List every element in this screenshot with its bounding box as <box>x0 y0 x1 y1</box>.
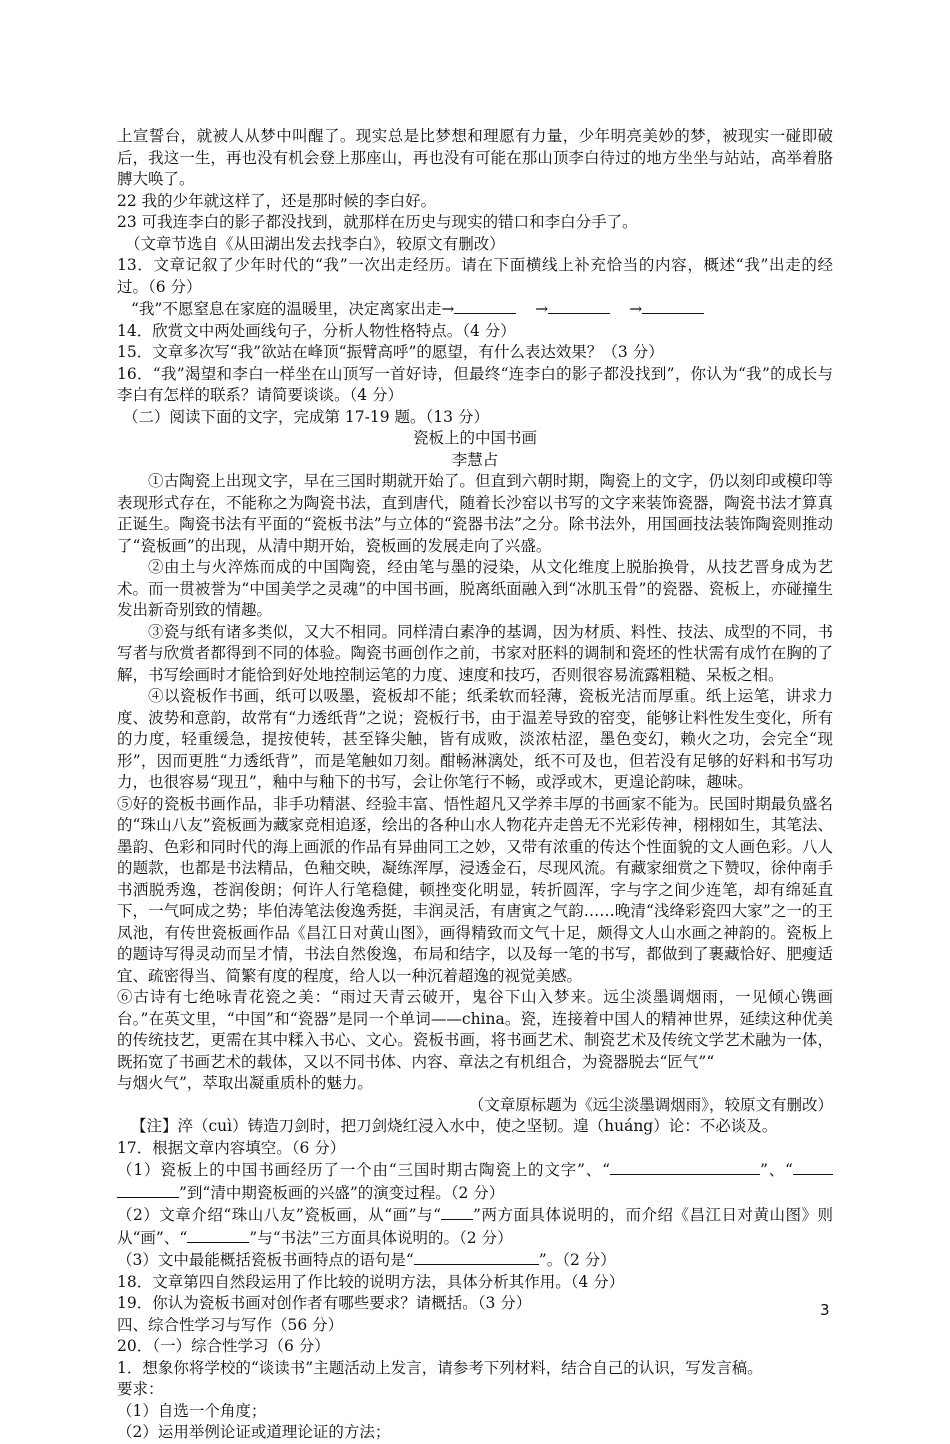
paragraph-6: ⑥古诗有七绝咏青花瓷之美：“雨过天青云破开，鬼谷下山入梦来。远尘淡墨调烟雨，一见倾心镌画台。”在英文里，“中国”和“瓷器”是同一个单词——china。瓷，连接着中国人的精神世界，延续这种优美的传统技艺，更需在其中糅入书心、文心。瓷板书画，将书画艺术、制瓷艺术及传统文学艺术融为一体，既拓宽了书画艺术的载体，又以不同书体、内容、章法之有机组合，为瓷器脱去“匠气”“ <box>117 988 833 1071</box>
arrow-icon: → <box>535 300 549 318</box>
question-text: （1）瓷板上的中国书画经历了一个由“三国时期古陶瓷上的文字”、“ <box>117 1161 610 1179</box>
question-text: ”与“书法”三方面具体说明的。（2 分） <box>249 1228 513 1247</box>
page-content <box>117 126 833 1444</box>
question-15: 15．文章多次写“我”欲站在峰顶“振臂高呼”的愿望，有什么表达效果？（3 分） <box>117 343 664 361</box>
text-line: 22 我的少年就这样了，还是那时候的李白好。 <box>117 191 437 210</box>
answer-blank[interactable] <box>414 1249 539 1265</box>
question-text: ”、“ <box>760 1161 793 1179</box>
question-17: 17．根据文章内容填空。（6 分） <box>117 1138 346 1157</box>
answer-blank[interactable] <box>454 298 516 314</box>
question-17-3 <box>117 1249 833 1272</box>
question-19: 19．你认为瓷板书画对创作者有哪些要求？请概括。（3 分） <box>117 1294 532 1312</box>
requirement-2: （2）运用举例论证或道理论证的方法； <box>117 1423 391 1441</box>
section-heading: （二）阅读下面的文字，完成第 17-19 题。（13 分） <box>123 407 489 426</box>
question-16: 16．“我”渴望和李白一样坐在山顶写一首好诗，但最终“连李白的影子都没找到”，你认为“我”的成长与李白有怎样的联系？请简要谈谈。（4 分） <box>117 364 833 404</box>
question-17-1 <box>117 1159 833 1204</box>
question-text: ”到“清中期瓷板画的兴盛”的演变过程。（2 分） <box>179 1183 505 1202</box>
question-17-2 <box>117 1204 833 1249</box>
source-note: （文章原标题为《远尘淡墨调烟雨》，较原文有删改） <box>468 1095 833 1114</box>
answer-blank[interactable] <box>441 1204 473 1220</box>
paragraph-2: ②由土与火淬炼而成的中国陶瓷，经由笔与墨的浸染，从文化维度上脱胎换骨，从技艺晋身成为艺术。而一贯被誉为“中国美学之灵魂”的中国书画，脱离纸面融入到“冰肌玉骨”的瓷器、瓷板上，亦碰撞生发出新奇别致的情趣。 <box>117 558 833 619</box>
paragraph-1: ①古陶瓷上出现文字，早在三国时期就开始了。但直到六朝时期，陶瓷上的文字，仍以刻印或模印等表现形式存在，不能称之为陶瓷书法，直到唐代，随着长沙窑以书写的文字来装饰瓷器，陶瓷书法才算真正诞生。陶瓷书法有平面的“瓷板书法”与立体的“瓷器书法”之分。除书法外，用国画技法装饰陶瓷则推动了“瓷板画”的出现，从清中期开始，瓷板画的发展走向了兴盛。 <box>117 472 833 555</box>
paragraph-6-end: 与烟火气”，萃取出凝重质朴的魅力。 <box>117 1074 373 1092</box>
question-14: 14．欣赏文中两处画线句子，分析人物性格特点。（4 分） <box>117 321 516 340</box>
article-title: 瓷板上的中国书画 <box>412 429 537 447</box>
section-heading: 四、综合性学习与写作（56 分） <box>117 1315 344 1334</box>
answer-blank[interactable] <box>117 1182 179 1198</box>
requirement-1: （1）自选一个角度； <box>117 1401 267 1420</box>
source-note: （文章节选自《从田湖出发去找李白》，较原文有删改） <box>125 234 505 253</box>
question-text: ”两方面具体说明的，而介绍《昌江日对黄山图》则从“画”、“ <box>117 1206 833 1247</box>
question-text: （3）文中最能概括瓷板书画特点的语句是“ <box>117 1251 414 1269</box>
paragraph-3: ③瓷与纸有诸多类似，又大不相同。同样清白素净的基调，因为材质、料性、技法、成型的不同，书写者与欣赏者都得到不同的体验。陶瓷书画创作之前，书家对胚料的调制和瓷坯的性状需有成竹在胸的了解，书写绘画时才能恰到好处地控制运笔的力度、速度和技巧，否则很容易流露粗糙、呆板之相。 <box>117 622 833 684</box>
text-line: 上宣誓台，就被人从梦中叫醒了。现实总是比梦想和理愿有力量，少年明亮美妙的梦，被现实一碰即破后，我这一生，再也没有机会登上那座山，再也没有可能在那山顶李白待过的地方坐坐与站站，高举着胳膊大唤了。 <box>117 127 833 188</box>
answer-blank[interactable] <box>793 1159 833 1175</box>
question-18: 18．文章第四自然段运用了作比较的说明方法，具体分析其作用。（4 分） <box>117 1272 625 1291</box>
annotation-note: 【注】淬（cuì）铸造刀剑时，把刀剑烧红浸入水中，使之坚韧。遑（huáng）论：不必谈及。 <box>131 1117 778 1135</box>
answer-blank[interactable] <box>610 1159 760 1175</box>
question-13: 13．文章记叙了少年时代的“我”一次出走经历。请在下面横线上补充恰当的内容，概述“我”出走的经过。（6 分） <box>117 256 833 296</box>
requirements-label: 要求： <box>117 1380 164 1398</box>
text-line: 23 可我连李白的影子都没找到，就那样在历史与现实的错口和李白分手了。 <box>117 213 638 231</box>
question-text: ”。（2 分） <box>538 1251 616 1269</box>
arrow-icon: → <box>629 300 643 318</box>
answer-blank[interactable] <box>642 298 704 314</box>
writing-task: 1．想象你将学校的“谈读书”主题活动上发言，请参考下列材料，结合自己的认识，写发言稿。 <box>117 1358 763 1377</box>
question-13-prompt: “我”不愿窒息在家庭的温暖里，决定离家出走→ <box>131 300 455 318</box>
paragraph-4: ④以瓷板作书画，纸可以吸墨，瓷板却不能；纸柔软而轻薄，瓷板光洁而厚重。纸上运笔，讲求力度、波势和意韵，故常有“力透纸背”之说；瓷板行书，由于温差导致的窑变，能够让料性发生变化，所有的力度，轻重缓急，提按使转，甚至锋尖触，皆有成败，淡浓枯涩，墨色变幻，赖火之功，会完全“现形”，因而更胜“力透纸背”，而是笔触如刀刻。酣畅淋漓处，纸不可及也，但若没有足够的好料和书写功力，也很容易“现丑”，釉中与釉下的书写，会让你笔行不畅，或浮或木，更遑论韵味，趣味。 <box>117 687 833 791</box>
question-13-line <box>117 298 833 321</box>
answer-blank[interactable] <box>548 298 610 314</box>
article-author: 李慧占 <box>451 450 499 469</box>
question-text: （2）文章介绍“珠山八友”瓷板画，从“画”与“ <box>117 1206 442 1224</box>
answer-blank[interactable] <box>187 1227 249 1243</box>
question-20: 20．（一）综合性学习（6 分） <box>117 1337 330 1355</box>
paragraph-5: ⑤好的瓷板书画作品，非手功精湛、经验丰富、悟性超凡又学养丰厚的书画家不能为。民国时期最负盛名的“珠山八友”瓷板画为藏家竞相追逐，绘出的各种山水人物花卉走兽无不光彩传神，栩栩如生，其笔法、墨韵、色彩和同时代的海上画派的作品有异曲同工之妙，又带有浓重的传达个性面貌的文人画色彩。八人的题款，也都是书法精品，色釉交映，凝练浑厚，浸透金石，尽现风流。有藏家细赏之下赞叹，徐仲南手书洒脱秀逸，苍润俊朗；何许人行笔稳健，顿挫变化明显，转折圆浑，字与字之间少连笔，却有绵延直下，一气呵成之势；毕伯涛笔法俊逸秀挺，丰润灵活，有唐寅之气韵……晚清“浅绛彩瓷四大家”之一的王凤池，有传世瓷板画作品《昌江日对黄山图》，画得精致而文气十足，颇得文人山水画之神韵的。瓷板上的题诗写得灵动而呈才情，书法自然俊逸，布局和结字，以及每一笔的书写，都做到了裹藏恰好、肥瘦适宜、疏密得当、简繁有度的程度，给人以一种沉着超逸的视觉美感。 <box>117 794 833 985</box>
page-number: 3 <box>820 1301 830 1319</box>
